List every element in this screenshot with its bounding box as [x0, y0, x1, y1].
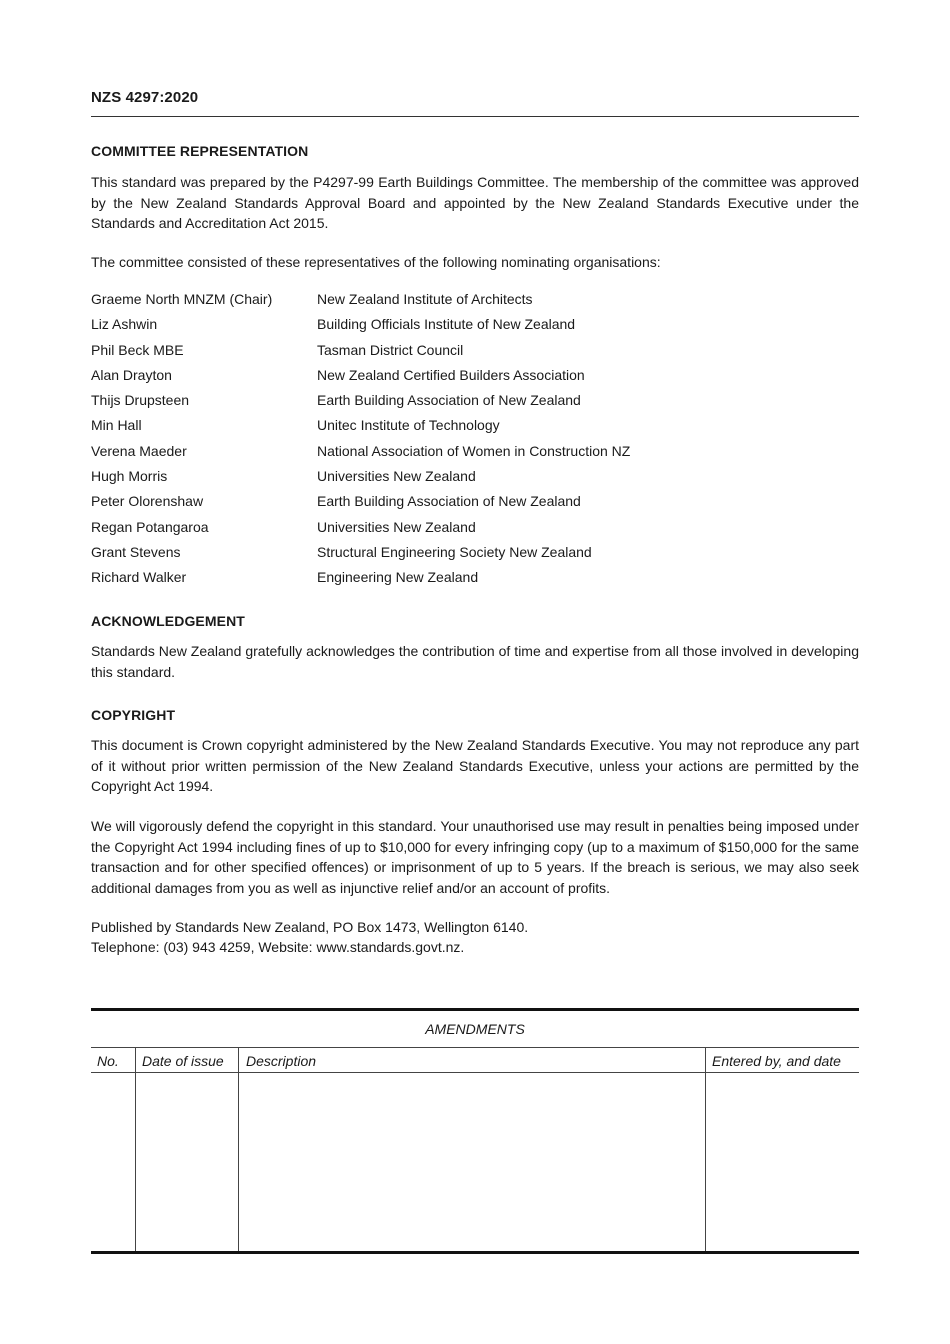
member-name: Peter Olorenshaw	[91, 493, 204, 510]
publisher-line: Published by Standards New Zealand, PO Box 1473, Wellington 6140.	[91, 919, 529, 935]
document-id: NZS 4297:2020	[91, 89, 199, 106]
member-row	[91, 567, 859, 592]
member-row	[91, 415, 859, 440]
acknowledgement-heading: ACKNOWLEDGEMENT	[91, 613, 245, 629]
member-organisation: Structural Engineering Society New Zealand	[317, 543, 592, 560]
member-name: Hugh Morris	[91, 468, 168, 485]
member-name: Grant Stevens	[91, 543, 181, 560]
member-name: Thijs Drupsteen	[91, 392, 190, 409]
committee-member-list	[91, 289, 859, 593]
member-row	[91, 441, 859, 466]
member-organisation: Earth Building Association of New Zealand	[317, 392, 581, 409]
column-divider	[135, 1047, 136, 1251]
column-header-entered-by: Entered by, and date	[712, 1053, 841, 1069]
member-organisation: Tasman District Council	[317, 341, 464, 358]
column-header-description: Description	[246, 1053, 317, 1069]
column-header-date: Date of issue	[142, 1053, 224, 1069]
member-row	[91, 517, 859, 542]
member-row	[91, 314, 859, 339]
member-name: Liz Ashwin	[91, 316, 158, 333]
member-organisation: National Association of Women in Construction NZ	[317, 442, 631, 459]
member-row	[91, 466, 859, 491]
committee-lead-in: The committee consisted of these representatives of the following nominating organisations:	[91, 254, 661, 270]
member-name: Min Hall	[91, 417, 142, 434]
header-divider	[91, 116, 859, 117]
acknowledgement-text: Standards New Zealand gratefully acknowledges the contribution of time and expertise from all those involved in developing this standard.	[91, 643, 859, 680]
amendments-table	[91, 1008, 859, 1254]
member-organisation: Building Officials Institute of New Zealand	[317, 316, 576, 333]
committee-heading: COMMITTEE REPRESENTATION	[91, 143, 309, 159]
member-row	[91, 542, 859, 567]
member-organisation: Earth Building Association of New Zealand	[317, 493, 581, 510]
member-organisation: Universities New Zealand	[317, 468, 476, 485]
column-divider	[705, 1047, 706, 1251]
member-organisation: New Zealand Certified Builders Association	[317, 366, 585, 383]
member-row	[91, 340, 859, 365]
amendments-title: AMENDMENTS	[425, 1021, 525, 1037]
member-organisation: Unitec Institute of Technology	[317, 417, 500, 434]
member-organisation: Universities New Zealand	[317, 518, 476, 535]
member-row	[91, 365, 859, 390]
member-organisation: Engineering New Zealand	[317, 569, 479, 586]
contact-line: Telephone: (03) 943 4259, Website: www.standards.govt.nz.	[91, 939, 465, 955]
member-organisation: New Zealand Institute of Architects	[317, 291, 533, 307]
member-row	[91, 289, 859, 314]
copyright-paragraph-1: This document is Crown copyright administered by the New Zealand Standards Executive. You may not reproduce any part of it without prior written permission of the New Zealand Standards Executive, unless your actions are permitted by the Copyright Act 1994.	[91, 737, 859, 795]
column-divider	[238, 1047, 239, 1251]
member-name: Alan Drayton	[91, 366, 172, 383]
member-row	[91, 491, 859, 516]
member-name: Richard Walker	[91, 569, 187, 586]
copyright-heading: COPYRIGHT	[91, 707, 176, 723]
table-rule	[91, 1047, 859, 1048]
copyright-paragraph-2: We will vigorously defend the copyright in this standard. Your unauthorised use may result in penalties being imposed under the Copyright Act 1994 including fines of up to $10,000 for every infringing copy (up to a maximum of $150,000 for the same transaction and for other specified offences) or imprisonment of up to 5 years. If the breach is serious, we may also seek additional damages from you as well as injunctive relief and/or an account of profits.	[91, 818, 859, 897]
member-name: Graeme North MNZM (Chair)	[91, 291, 273, 307]
column-header-no: No.	[97, 1053, 119, 1069]
member-name: Phil Beck MBE	[91, 341, 184, 358]
member-name: Regan Potangaroa	[91, 518, 209, 535]
table-rule	[91, 1072, 859, 1073]
member-row	[91, 390, 859, 415]
committee-intro: This standard was prepared by the P4297-99 Earth Buildings Committee. The membership of the committee was approved by the New Zealand Standards Approval Board and appointed by the New Zealand Standards Executive under the Standards and Accreditation Act 2015.	[91, 174, 859, 232]
member-name: Verena Maeder	[91, 442, 187, 459]
